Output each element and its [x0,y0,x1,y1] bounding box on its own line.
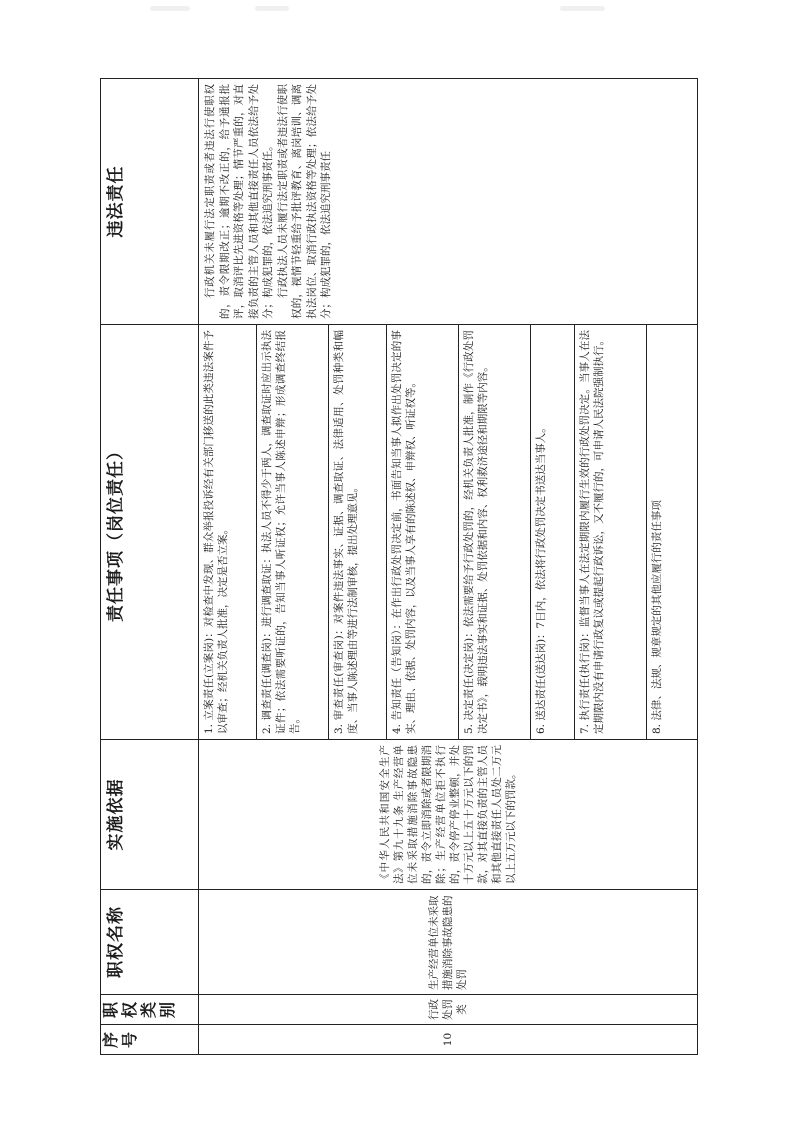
table-header-row [101,79,199,1055]
type-value: 行政处罚类 [428,999,468,1020]
cell-liability [199,79,698,325]
header-seq: 序号 [101,1025,199,1055]
cell-basis [199,740,698,890]
header-name: 职权名称 [101,890,199,995]
header-basis: 实施依据 [101,740,199,890]
duty-item: 6. 送达责任(送达岗)：7日内，依法将行政处罚决定书送达当事人。 [531,325,575,739]
liability-paragraph-1: 行政机关未履行法定职责或者违法行使职权的，责令限期改正；逾期不改正的，给予通报批评，取消评比先进资格等处理；情节严重的，对直接负责的主管人员和其他直接责任人员依法给予处分；构成犯罪的，依法追究刑事责任。 [204,84,274,319]
duty-item: 1. 立案责任(立案岗)：对检查中发现、群众举报投诉经有关部门移送的此类违法案件予以审查；经机关负责人批准，决定是否立案。 [199,325,257,739]
basis-value: 《中华人民共和国安全生产法》第九十九条 生产经营单位未采取措施消除事故隐患的，责令立即消除或者限期消除；生产经营单位拒不执行的，责令停产停业整顿，并处十万元以上五十万元以下的罚款，对其直接负责的主管人员和其他直接责任人员处二万元以上五万元以下的罚款。 [379,745,517,884]
header-duties: 责任事项（岗位责任） [101,325,199,740]
header-type: 职权类别 [101,995,199,1025]
header-liability: 违法责任 [101,79,199,325]
responsibility-table [100,78,698,1055]
duty-item: 4. 告知责任（告知岗）：在作出行政处罚决定前，书面告知当事人拟作出处罚决定的事实、理由、依据、处罚内容，以及当事人享有的陈述权、申辩权、听证权等。 [387,325,459,739]
seq-value: 10 [442,1032,454,1047]
cell-name [199,890,698,995]
cell-seq [199,1025,698,1055]
cell-duties [199,325,698,740]
duty-item: 7. 执行责任(执行岗)：监督当事人在法定期限内履行生效的行政处罚决定。当事人在法定期限内没有申请行政复议或提起行政诉讼，又不履行的，可申请人民法院强制执行。 [575,325,647,739]
cell-type [199,995,698,1025]
rotated-table-container [100,79,695,1055]
name-value: 生产经营单位未采取措施消除事故隐患的处罚 [428,895,468,990]
liability-paragraph-2: 行政执法人员未履行法定职责或者违法行使职权的，视情节轻重给予批评教育、离岗培训、调离执法岗位、取消行政执法资格等处理；依法给予处分；构成犯罪的，依法追究刑事责任 [276,84,332,319]
liability-text [199,79,338,324]
duty-item: 3. 审查责任(审查岗)：对案件违法事实、证据、调查取证、法律适用、处罚种类和幅度、当事人陈述理由等进行法制审核，提出处理意见。 [329,325,387,739]
duty-item: 8. 法律、法规、规章规定的其他应履行的责任事项 [651,500,663,734]
duty-item: 5. 决定责任(决定岗)：依法需要给予行政处罚的，经机关负责人批准，制作《行政处罚决定书》，载明违法事实和证据、处罚依据和内容、权利救济途径和期限等内容。 [459,325,531,739]
table-row [199,79,698,1055]
duty-item: 2. 调查责任(调查岗)：进行调查取证：执法人员不得少于两人，调查取证时应出示执法证件；依法需要听证的，告知当事人听证权；允许当事人陈述申辩；形成调查终结报告。 [257,325,329,739]
